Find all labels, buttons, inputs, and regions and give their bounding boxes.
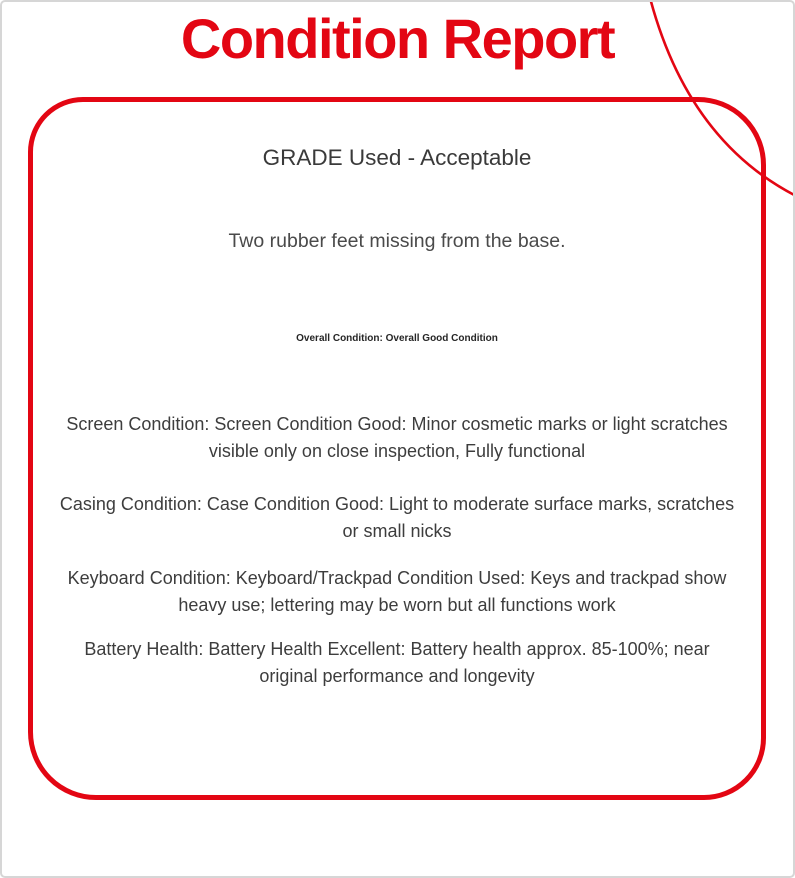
page-title: Condition Report <box>180 7 615 70</box>
section-keyboard-condition: Keyboard Condition: Keyboard/Trackpad Condition Used: Keys and trackpad show heavy use; lettering may be worn but all functions work <box>67 568 727 615</box>
overall-condition-text: Overall Condition: Overall Good Condition <box>296 333 498 344</box>
section-casing-condition: Casing Condition: Case Condition Good: Light to moderate surface marks, scratches or small nicks <box>59 494 735 541</box>
condition-note: Two rubber feet missing from the base. <box>228 230 566 252</box>
report-border-box <box>28 97 766 800</box>
grade-heading: GRADE Used - Acceptable <box>262 145 532 170</box>
section-battery-health: Battery Health: Battery Health Excellent: Battery health approx. 85-100%; near original performance and longevity <box>84 639 710 686</box>
section-screen-condition: Screen Condition: Screen Condition Good: Minor cosmetic marks or light scratches visible only on close inspection, Fully functional <box>66 414 728 461</box>
